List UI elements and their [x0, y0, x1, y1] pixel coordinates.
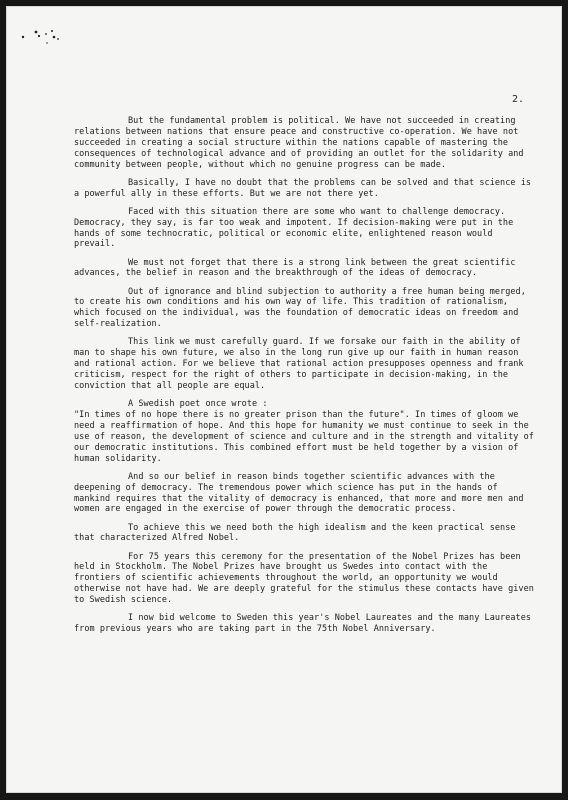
paragraph-poet-intro: A Swedish poet once wrote :	[128, 399, 268, 410]
ink-specks	[20, 28, 80, 48]
document-page	[6, 6, 562, 793]
paragraph-75-years: For 75 years this ceremony for the presentation of the Nobel Prizes has been held in Stockholm. The Nobel Prizes have brought us Swedes into contact with the frontiers of scientific achievements throughout the world, an opportunity we would otherwise not have had. We are deeply grateful for the stimulus these contacts have given to Swedish science.	[74, 551, 534, 606]
paragraph-strong-link: We must not forget that there is a strong link between the great scientific advances, the belief in reason and the breakthrough of the ideas of democracy.	[74, 257, 516, 279]
paragraph-reason-democracy: And so our belief in reason binds together scientific advances with the deepening of democracy. The tremendous power which science has put in the hands of mankind requires that the vitality of democracy is enhanced, that more and more men and women are engaged in the exercise of power through the democratic process.	[74, 471, 524, 515]
page-number: 2.	[512, 94, 525, 105]
paragraph-challenge-democracy: Faced with this situation there are some who want to challenge democracy. Democracy, they say, is far too weak and impotent. If decision-making were put in the hands of some technocratic, political or economic elite, enlightened reason would prevail.	[74, 206, 514, 250]
paragraph-alfred-nobel: To achieve this we need both the high idealism and the keen practical sense that characterized Alfred Nobel.	[74, 522, 516, 544]
letter-body	[74, 116, 538, 642]
paragraph-guard-link: This link we must carefully guard. If we forsake our faith in the ability of man to shape his own future, we also in the long run give up our faith in human reason and rational action. For we believe that rational action presupposes openness and frank criticism, respect for the right of others to participate in decision-making, in the conviction that all people are equal.	[74, 337, 524, 391]
paragraph-welcome: I now bid welcome to Sweden this year's Nobel Laureates and the many Laureates from previous years who are taking part in the 75th Nobel Anniversary.	[74, 613, 532, 635]
paragraph-science-ally: Basically, I have no doubt that the problems can be solved and that science is a powerful ally in these efforts. But we are not there yet.	[74, 177, 532, 199]
paragraph-rationalism: Out of ignorance and blind subjection to authority a free human being merged, to create his own conditions and his own way of life. This tradition of rationalism, which focused on the individual, was the foundation of democratic ideas on freedom and self-realization.	[74, 286, 526, 330]
paragraph-political-problem: But the fundamental problem is political. We have not succeeded in creating relations between nations that ensure peace and constructive co-operation. We have not succeeded in creating a social structure within the nations capable of mastering the consequences of technological advance and of providing an outlet for the solidarity and community between people, without which no genuine progress can be made.	[74, 116, 524, 170]
paragraph-poet-quote: "In times of no hope there is no greater prison than the future". In times of gloom we need a reaffirmation of hope. And this hope for humanity we must continue to seek in the use of reason, the development of science and culture and in the strength and vitality of our democratic institutions. This combined effort must be held together by a vision of human solidarity.	[74, 409, 534, 464]
